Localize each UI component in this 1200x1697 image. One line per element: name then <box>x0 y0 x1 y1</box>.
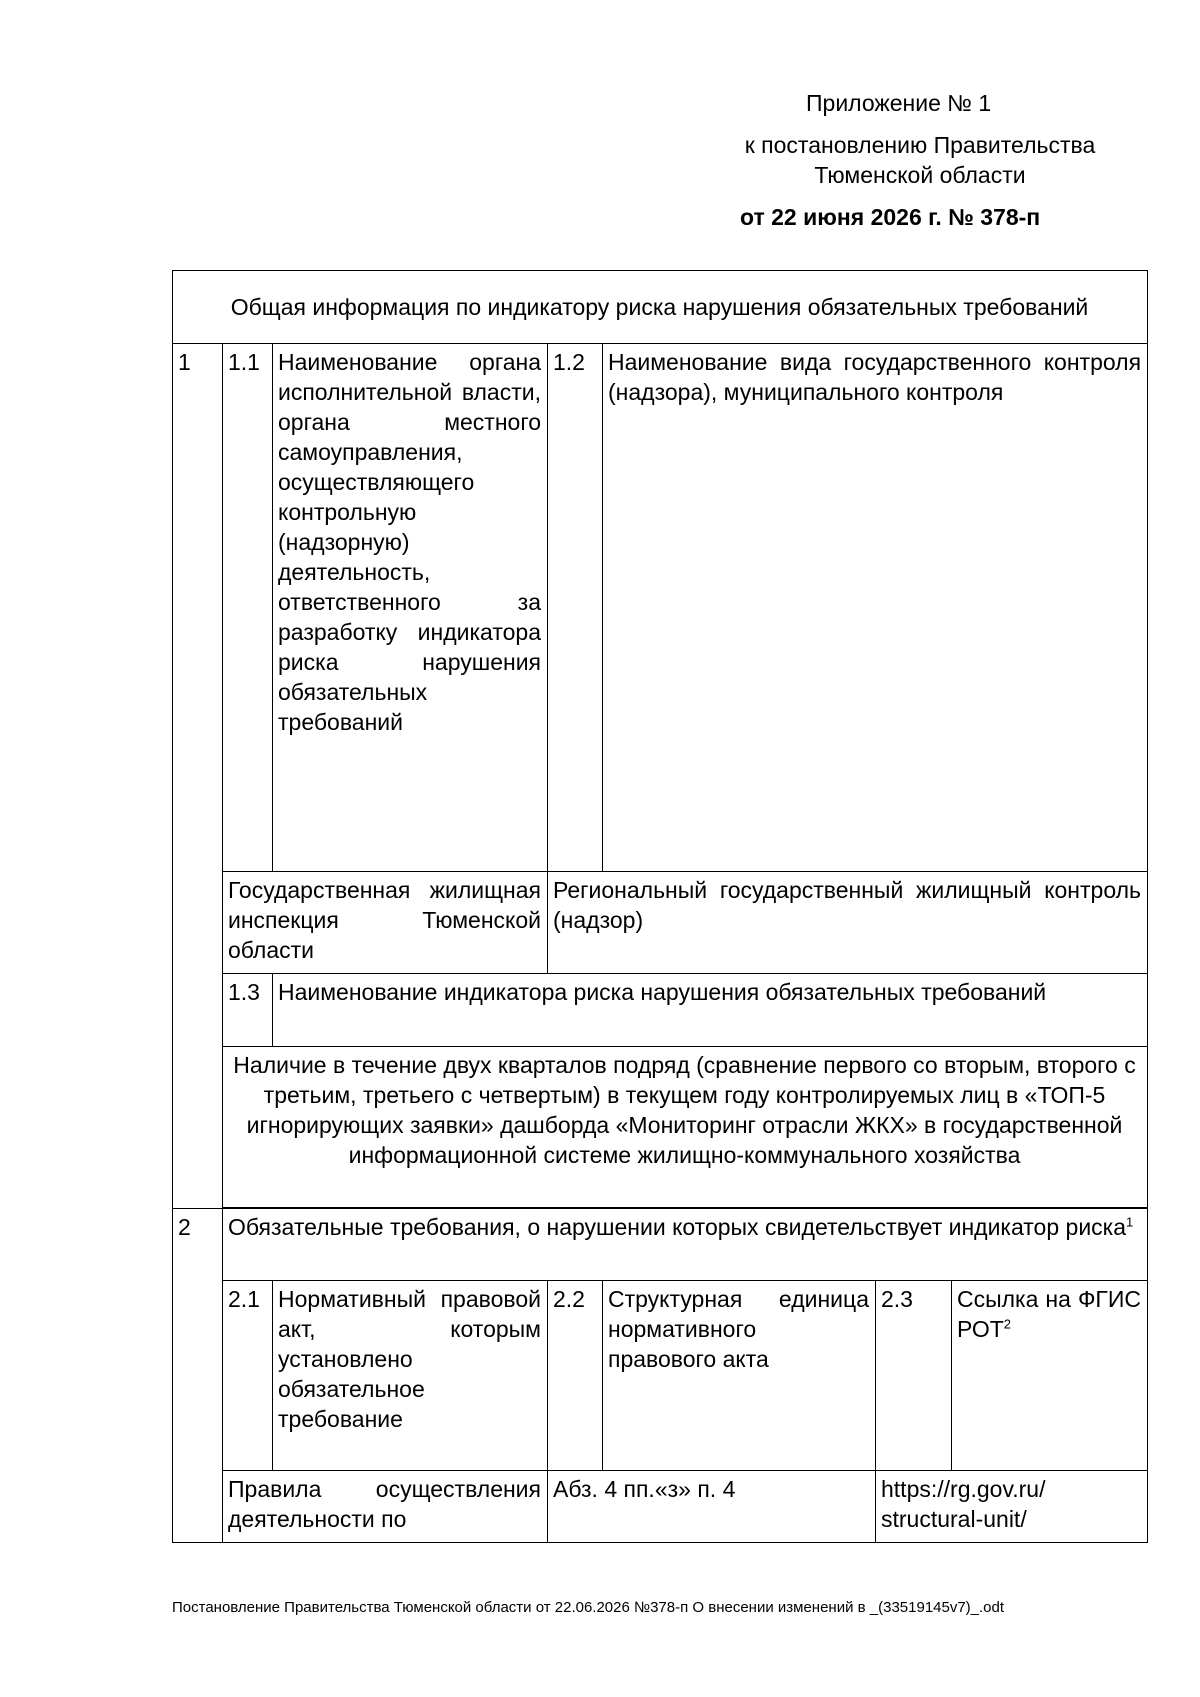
item-value-1-2: Региональный государственный жилищный контроль (надзор) <box>548 872 1148 974</box>
row-1-3-value <box>173 1047 1148 1208</box>
section-number-2: 2 <box>173 1209 223 1543</box>
item-number-2-2: 2.2 <box>548 1281 603 1471</box>
section-title-2-text: Обязательные требования, о нарушении которых свидетельствует индикатор риска <box>228 1214 1127 1240</box>
decree-line-2: Тюменской области <box>814 162 1026 188</box>
item-value-2-2: Абз. 4 пп.«з» п. 4 <box>548 1471 876 1543</box>
item-label-1-3: Наименование индикатора риска нарушения обязательных требований <box>273 974 1148 1047</box>
item-label-2-1: Нормативный правовой акт, которым установлено обязательное требование <box>273 1281 548 1471</box>
item-number-1-1: 1.1 <box>223 344 273 872</box>
item-label-2-2: Структурная единица нормативного правового акта <box>603 1281 876 1471</box>
row-2-title <box>173 1209 1148 1281</box>
item-number-1-2: 1.2 <box>548 344 603 872</box>
document-footer: Постановление Правительства Тюменской области от 22.06.2026 №378-п О внесении изменений в _(33519145v7)_.odt <box>172 1599 1005 1616</box>
item-label-2-3 <box>952 1281 1148 1471</box>
row-1-3 <box>173 974 1148 1047</box>
footnote-marker-1: 1 <box>1126 1214 1134 1230</box>
section-title-2 <box>223 1209 1148 1281</box>
item-value-1-1: Государственная жилищная инспекция Тюменской области <box>223 872 548 974</box>
item-value-1-3: Наличие в течение двух кварталов подряд (сравнение первого со вторым, второго с третьим, третьего с четвертым) в текущем году контролируемых лиц в «ТОП-5 игнорирующих заявки» дашборда «Мониторинг отрасли ЖКХ» в государственной информационной системе жилищно-коммунального хозяйства <box>223 1047 1148 1208</box>
decree-date: от 22 июня 2026 г. № 378-п <box>740 204 1041 230</box>
item-number-2-1: 2.1 <box>223 1281 273 1471</box>
annex-label: Приложение № 1 <box>806 90 992 116</box>
general-info-title: Общая информация по индикатору риска нарушения обязательных требований <box>173 271 1148 344</box>
decree-line-1: к постановлению Правительства <box>744 132 1096 158</box>
item-number-2-3: 2.3 <box>876 1281 952 1471</box>
item-label-2-3-text: Ссылка на ФГИС РОТ <box>957 1286 1142 1342</box>
item-number-1-3: 1.3 <box>223 974 273 1047</box>
decree-reference <box>690 130 1150 190</box>
row-1-headers <box>173 344 1148 872</box>
item-label-1-2: Наименование вида государственного контроля (надзора), муниципального контроля <box>603 344 1148 872</box>
row-2-values <box>173 1471 1148 1543</box>
row-1-values <box>173 872 1148 974</box>
item-value-2-3: https://rg.gov.ru/ structural-unit/ <box>876 1471 1148 1543</box>
item-label-1-1: Наименование органа исполнительной власти, органа местного самоуправления, осуществляющего контрольную (надзорную) деятельность, ответственного за разработку индикатора риска нарушения обязательных требований <box>273 344 548 872</box>
section-number-1: 1 <box>173 344 223 1209</box>
indicator-table <box>172 270 1148 1543</box>
item-value-2-1: Правила осуществления деятельности по <box>223 1471 548 1543</box>
row-2-headers <box>173 1281 1148 1471</box>
general-info-row <box>173 271 1148 344</box>
footnote-marker-2: 2 <box>1003 1316 1012 1332</box>
